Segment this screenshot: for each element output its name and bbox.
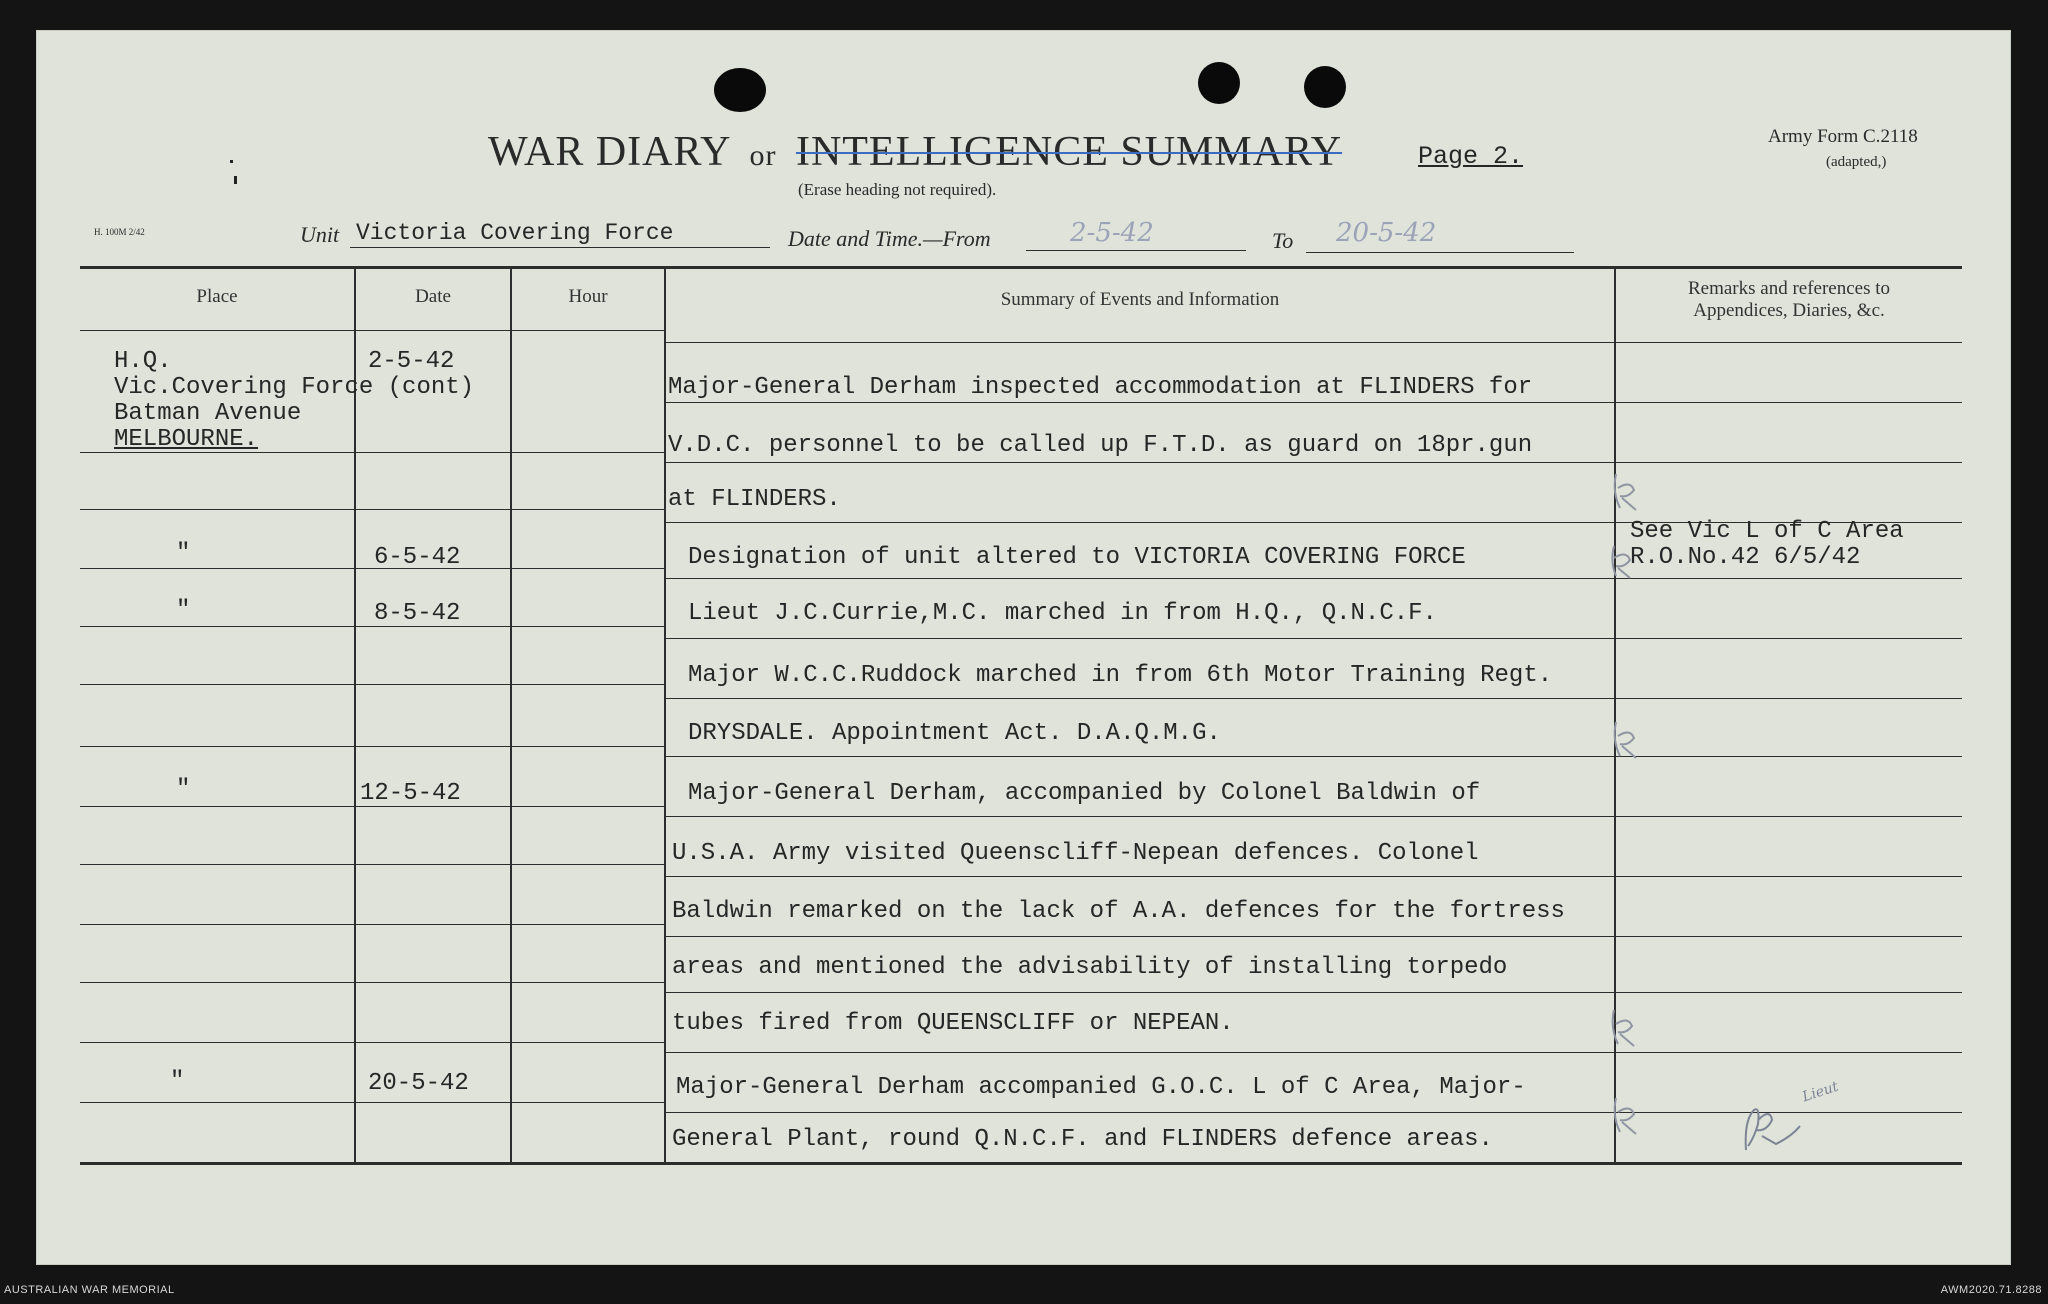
summary-line: Major-General Derham accompanied G.O.C. L of C Area, Major- <box>676 1074 1526 1101</box>
title-or: or <box>749 139 777 172</box>
title-intelligence-summary: INTELLIGENCE SUMMARY <box>795 129 1343 175</box>
print-code: H. 100M 2/42 <box>94 227 145 237</box>
initial-tick-icon <box>1606 542 1642 582</box>
row-rule <box>666 638 1962 639</box>
ditto-mark: " <box>176 540 191 567</box>
place-city: MELBOURNE. <box>114 426 259 453</box>
column-header-remarks: Remarks and references to Appendices, Diaries, &c. <box>1687 278 1891 321</box>
army-form-label: Army Form C.2118 <box>1768 126 1918 147</box>
row-rule <box>80 626 664 627</box>
summary-line: Major W.C.C.Ruddock marched in from 6th Motor Training Regt. <box>688 662 1553 689</box>
row-rule <box>666 876 1962 877</box>
row-rule <box>80 568 664 569</box>
punch-hole <box>714 68 766 112</box>
unit-label: Unit <box>300 222 340 247</box>
unit-underline <box>350 247 770 248</box>
summary-line: Baldwin remarked on the lack of A.A. defences for the fortress <box>672 898 1565 925</box>
footer-credit: AUSTRALIAN WAR MEMORIAL <box>4 1284 175 1296</box>
row-rule <box>666 1052 1962 1053</box>
summary-line: tubes fired from QUEENSCLIFF or NEPEAN. <box>672 1010 1234 1037</box>
summary-line: Major-General Derham inspected accommodation at FLINDERS for <box>668 374 1533 401</box>
place-street: Batman Avenue <box>114 400 302 427</box>
footer-record-id: AWM2020.71.8288 <box>1940 1284 2042 1296</box>
row-rule <box>80 684 664 685</box>
diary-page <box>36 30 2011 1265</box>
date-from-underline <box>1026 250 1246 251</box>
row-rule <box>666 342 1614 343</box>
erase-note: (Erase heading not required). <box>798 180 997 199</box>
row-rule <box>80 1042 664 1043</box>
col-divider <box>664 266 666 1164</box>
row-rule <box>666 936 1962 937</box>
remarks-reference: R.O.No.42 6/5/42 <box>1630 544 1861 571</box>
row-rule <box>666 402 1962 403</box>
summary-line: areas and mentioned the advisability of installing torpedo <box>672 954 1508 981</box>
summary-line: Lieut J.C.Currie,M.C. marched in from H.Q., Q.N.C.F. <box>688 600 1437 627</box>
summary-line: V.D.C. personnel to be called up F.T.D. as guard on 18pr.gun <box>668 432 1533 459</box>
unit-value: Victoria Covering Force <box>356 220 674 246</box>
row-rule <box>80 330 664 331</box>
place-hq: H.Q. <box>114 348 172 375</box>
table-top-border <box>80 266 1962 269</box>
punch-hole <box>1304 66 1346 108</box>
summary-line: Major-General Derham, accompanied by Colonel Baldwin of <box>688 780 1481 807</box>
title-war-diary: WAR DIARY <box>488 129 730 175</box>
summary-line: at FLINDERS. <box>668 486 841 513</box>
summary-line: U.S.A. Army visited Queenscliff-Nepean defences. Colonel <box>672 840 1479 867</box>
column-header-date: Date <box>415 286 451 307</box>
table-bottom-border <box>80 1162 1962 1165</box>
row-rule <box>80 982 664 983</box>
entry-date: 2-5-42 <box>368 348 455 375</box>
entry-date: 6-5-42 <box>374 544 461 571</box>
ditto-mark: " <box>176 776 191 803</box>
date-to-label: To <box>1272 228 1294 253</box>
summary-line: DRYSDALE. Appointment Act. D.A.Q.M.G. <box>688 720 1221 747</box>
summary-line: General Plant, round Q.N.C.F. and FLINDERS defence areas. <box>672 1126 1493 1153</box>
row-rule <box>80 864 664 865</box>
row-rule <box>666 992 1962 993</box>
ditto-mark: " <box>170 1068 185 1095</box>
summary-line: Designation of unit altered to VICTORIA COVERING FORCE <box>688 544 1466 571</box>
row-rule <box>666 756 1962 757</box>
signature-rank: Lieut <box>1800 1078 1841 1106</box>
row-rule <box>80 924 664 925</box>
column-header-place: Place <box>196 286 238 307</box>
row-rule <box>80 746 664 747</box>
initial-tick-icon <box>1608 718 1648 762</box>
row-rule <box>666 578 1962 579</box>
date-to-value: 20-5-42 <box>1336 218 1437 248</box>
adapted-label: (adapted,) <box>1826 154 1887 170</box>
row-rule <box>666 816 1962 817</box>
remarks-reference: See Vic L of C Area <box>1630 518 1904 545</box>
ditto-mark: " <box>176 597 191 624</box>
edge-mark <box>234 176 237 184</box>
initial-tick-icon <box>1606 1006 1646 1050</box>
row-rule <box>80 1102 664 1103</box>
row-rule <box>666 462 1962 463</box>
entry-date: 20-5-42 <box>368 1070 469 1097</box>
date-from-value: 2-5-42 <box>1070 218 1154 248</box>
date-to-underline <box>1306 252 1574 253</box>
edge-mark <box>230 160 233 163</box>
punch-hole <box>1198 62 1240 104</box>
place-unit: Vic.Covering Force (cont) <box>114 374 475 401</box>
row-rule <box>1616 342 1962 343</box>
column-header-hour: Hour <box>568 286 608 307</box>
row-rule <box>80 509 664 510</box>
row-rule <box>666 698 1962 699</box>
initial-tick-icon <box>1608 1094 1648 1138</box>
initial-tick-icon <box>1608 470 1648 514</box>
column-header-summary: Summary of Events and Information <box>1000 289 1280 310</box>
page-title <box>488 128 1342 176</box>
page-number: Page 2. <box>1418 142 1524 171</box>
date-from-label: Date and Time.—From <box>788 226 991 251</box>
entry-date: 12-5-42 <box>360 780 461 807</box>
col-divider <box>510 266 512 1164</box>
entry-date: 8-5-42 <box>374 600 461 627</box>
